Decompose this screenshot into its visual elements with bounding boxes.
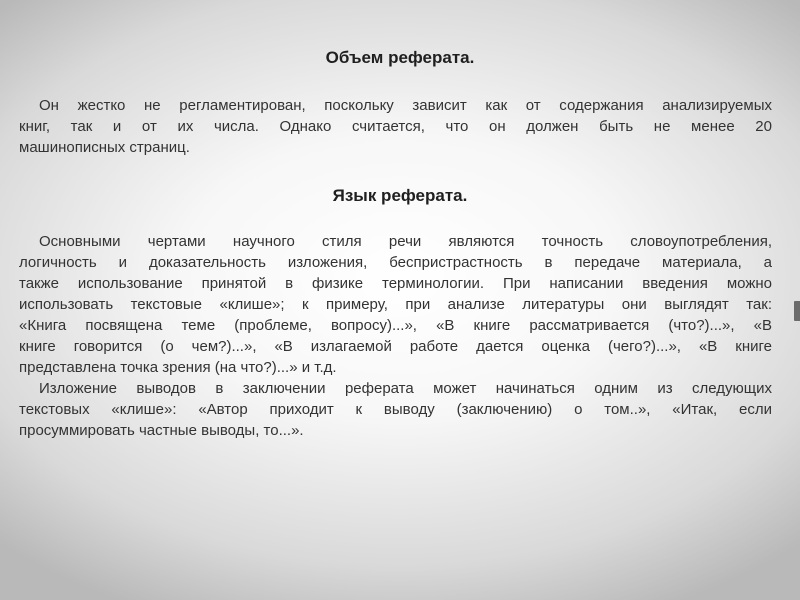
text-line: Он жестко не регламентирован, поскольку зависит как от содержания анализируемых [39,97,772,114]
text-line: Основными чертами научного стиля речи являются точность словоупотребления, [39,233,772,250]
text-line: логичность и доказательность изложения, беспристрастность в передаче материала, а [19,254,772,271]
paragraph-language [19,231,772,441]
text-line: книг, так и от их числа. Однако считается, что он должен быть не менее 20 [19,118,772,135]
edge-marker [794,301,800,321]
text-line: «Книга посвящена теме (проблеме, вопросу)...», «В книге рассматривается (что?)...», «В [19,317,772,334]
text-line: Изложение выводов в заключении реферата может начинаться одним из следующих [39,380,772,397]
section-title-language: Язык реферата. [332,186,468,205]
paragraph-volume [19,95,772,158]
text-line: машинописных страниц. [19,139,190,156]
text-line: использовать текстовые «клише»; к примеру, при анализе литературы они выглядят так: [19,296,772,313]
section-title-volume: Объем реферата. [325,48,475,67]
text-line: книге говорится (о чем?)...», «В излагаемой работе дается оценка (чего?)...», «В книге [19,338,772,355]
text-line: просуммировать частные выводы, то...». [19,422,304,439]
text-line: представлена точка зрения (на что?)...» и т.д. [19,359,337,376]
text-line: текстовых «клише»: «Автор приходит к выводу (заключению) о том..», «Итак, если [19,401,772,418]
text-line: также использование принятой в физике терминологии. При написании введения можно [19,275,772,292]
